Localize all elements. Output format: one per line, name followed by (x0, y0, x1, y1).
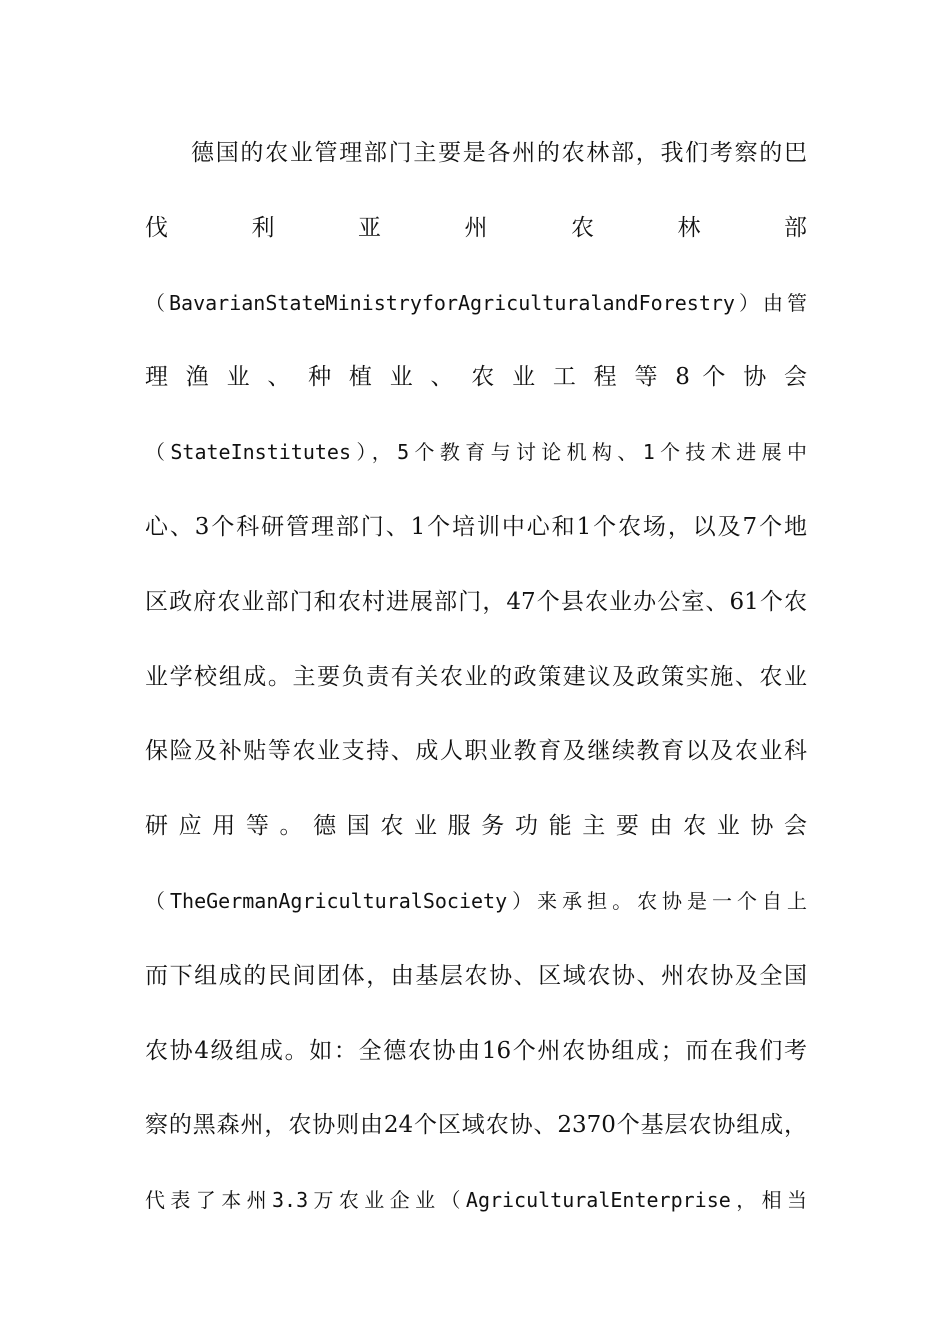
text-line: 保险及补贴等农业支持、成人职业教育及继续教育以及农业科 (145, 738, 807, 765)
text-line: 德国的农业管理部门主要是各州的农林部，我们考察的巴 (191, 140, 807, 166)
text-line: 伐 利 亚 州 农 林 部 (145, 214, 807, 241)
text-line: （BavarianStateMinistryforAgriculturalandForestry）由管 (145, 290, 807, 315)
body-paragraph (145, 131, 807, 1253)
text-line: 而下组成的民间团体，由基层农协、区域农协、州农协及全国 (145, 962, 807, 989)
text-line: 代表了本州3.3万农业企业（AgriculturalEnterprise，相当 (145, 1188, 807, 1213)
text-line: 农协4级组成。如：全德农协由16个州农协组成；而在我们考 (145, 1037, 807, 1064)
text-line: 研 应 用 等 。 德 国 农 业 服 务 功 能 主 要 由 农 业 协 会 (145, 813, 807, 840)
text-line: 察的黑森州，农协则由24个区域农协、2370个基层农协组成， (145, 1112, 807, 1139)
text-line: （TheGermanAgriculturalSociety）来承担。农协是一个自上 (145, 888, 807, 913)
text-line: 理 渔 业 、 种 植 业 、 农 业 工 程 等 8 个 协 会 (145, 364, 807, 391)
text-line: 心、3个科研管理部门、1个培训中心和1个农场，以及7个地 (145, 513, 807, 540)
text-line: 区政府农业部门和农村进展部门，47个县农业办公室、61个农 (145, 588, 807, 615)
text-line: 业学校组成。主要负责有关农业的政策建议及政策实施、农业 (145, 663, 807, 690)
text-line: （StateInstitutes），5个教育与讨论机构、1个技术进展中 (145, 440, 807, 465)
